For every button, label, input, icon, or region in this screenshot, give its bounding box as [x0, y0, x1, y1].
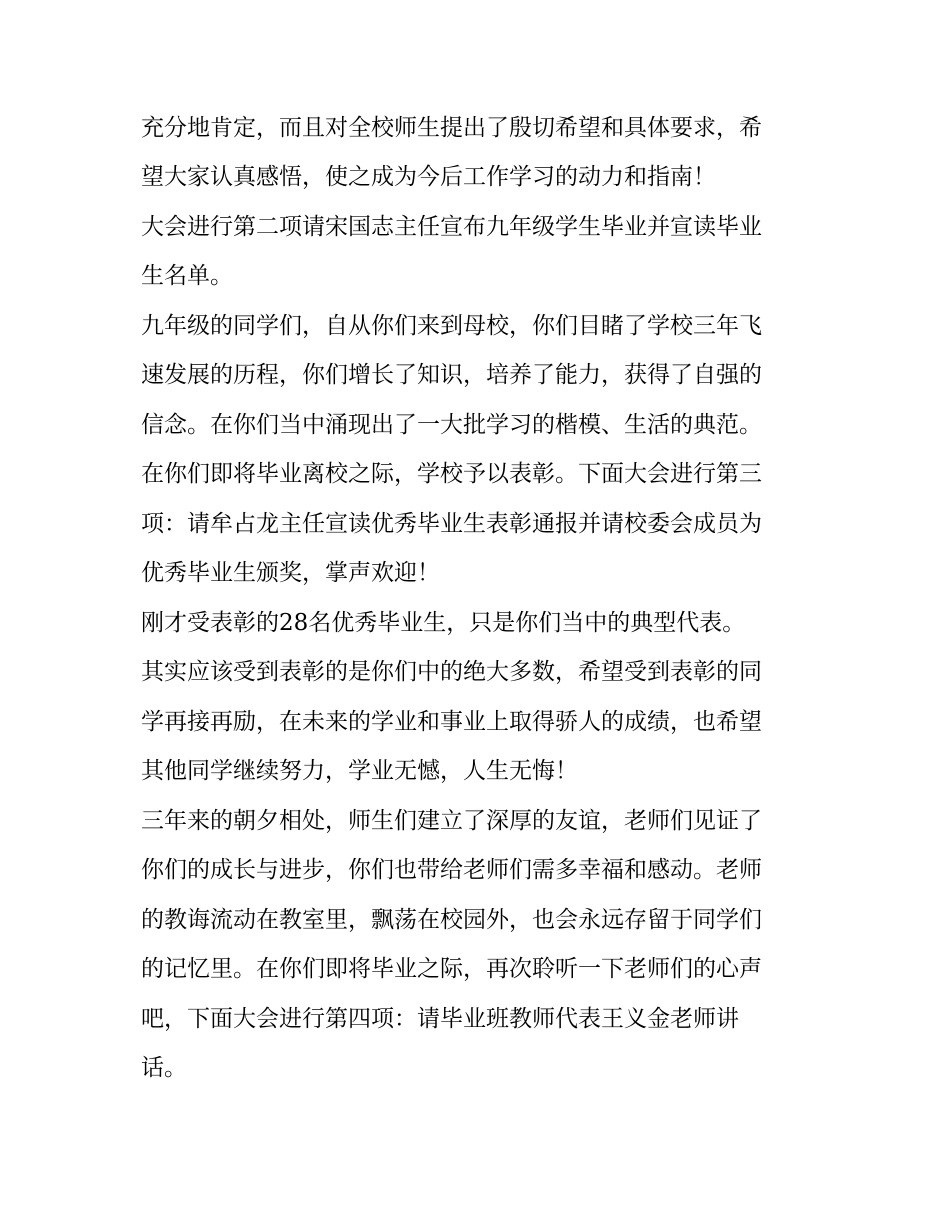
text-line: 优秀毕业生颁奖，掌声欢迎！: [141, 560, 440, 586]
text-line: 其他同学继续努力，学业无憾，人生无悔！: [141, 758, 578, 784]
text-line: 三年来的朝夕相处，师生们建立了深厚的友谊，老师们见证了: [141, 808, 762, 834]
text-line: 在你们即将毕业离校之际，学校予以表彰。下面大会进行第三: [141, 461, 762, 487]
text-line: 你们的成长与进步，你们也带给老师们需多幸福和感动。老师: [141, 857, 762, 883]
text-line: 望大家认真感悟，使之成为今后工作学习的动力和指南！: [141, 164, 716, 190]
text-line: 刚才受表彰的28名优秀毕业生，只是你们当中的典型代表。: [141, 610, 746, 636]
text-line: 充分地肯定，而且对全校师生提出了殷切希望和具体要求，希: [141, 115, 762, 141]
text-line: 信念。在你们当中涌现出了一大批学习的楷模、生活的典范。: [141, 412, 762, 438]
text-line: 大会进行第二项请宋国志主任宣布九年级学生毕业并宣读毕业: [141, 214, 762, 240]
text-line: 话。: [141, 1055, 187, 1081]
text-line: 吧，下面大会进行第四项：请毕业班教师代表王义金老师讲: [141, 1006, 739, 1032]
text-line: 的记忆里。在你们即将毕业之际，再次聆听一下老师们的心声: [141, 956, 762, 982]
text-line: 项：请牟占龙主任宣读优秀毕业生表彰通报并请校委会成员为: [141, 511, 762, 537]
text-line: 速发展的历程，你们增长了知识，培养了能力，获得了自强的: [141, 362, 762, 388]
text-line: 生名单。: [141, 263, 233, 289]
text-line: 的教诲流动在教室里，飘荡在校园外，也会永远存留于同学们: [141, 907, 762, 933]
text-line: 其实应该受到表彰的是你们中的绝大多数，希望受到表彰的同: [141, 659, 762, 685]
text-line: 九年级的同学们，自从你们来到母校，你们目睹了学校三年飞: [141, 313, 762, 339]
text-line: 学再接再励，在未来的学业和事业上取得骄人的成绩，也希望: [141, 709, 762, 735]
